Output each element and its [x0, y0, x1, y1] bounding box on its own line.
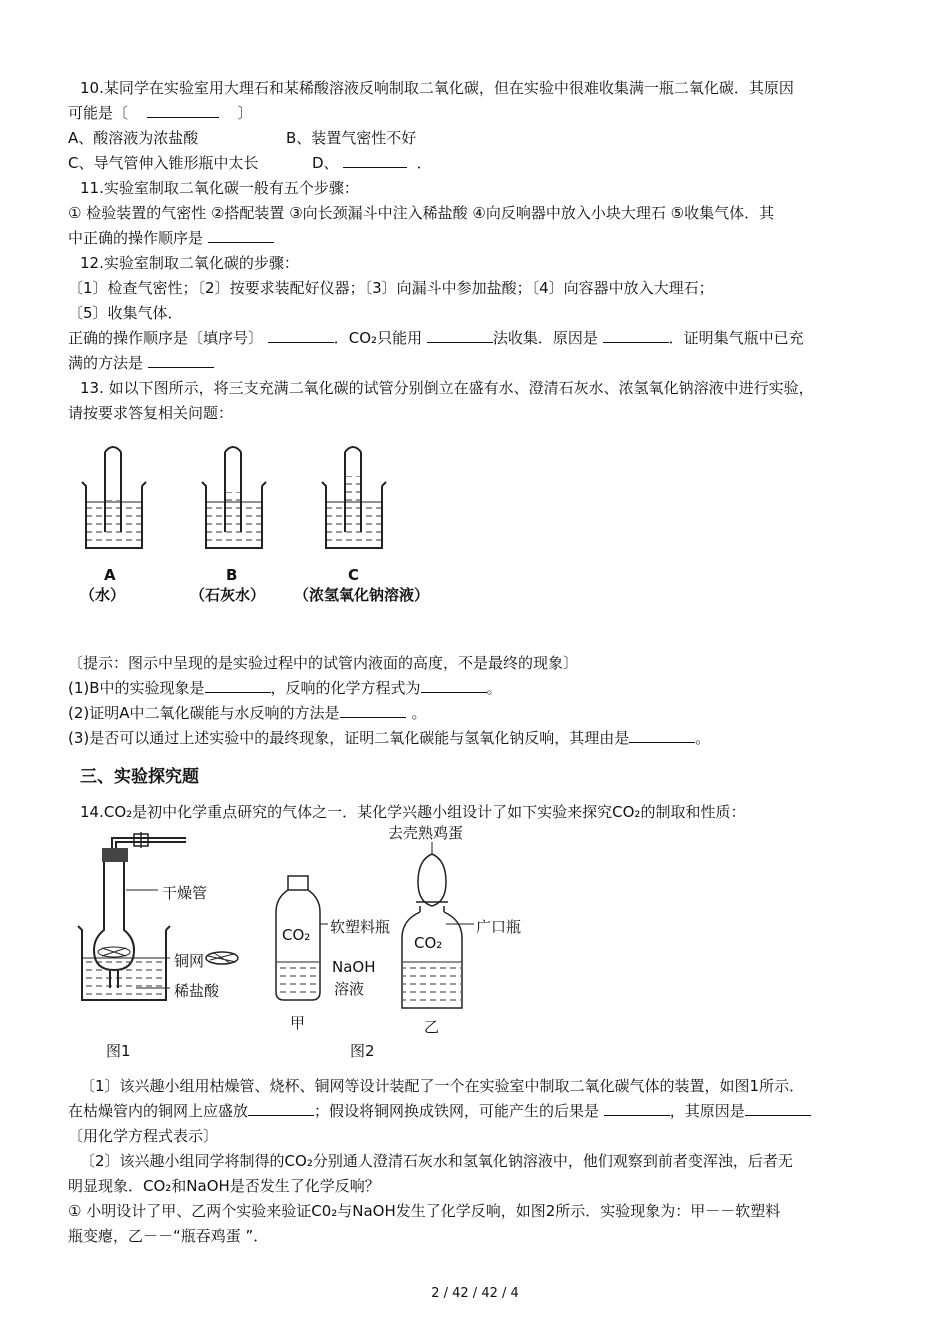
answer-blank	[208, 228, 274, 243]
answer-blank	[421, 678, 487, 693]
q13-beaker-figure	[76, 440, 476, 610]
q13-hint: 〔提示：图示中呈现的是实验过程中的试管内液面的高度，不是最终的现象〕	[68, 654, 579, 672]
q14-p2-line3: ① 小明设计了甲、乙两个实验来验证C0₂与NaOH发生了化学反响，如图2所示．实验现象为：甲－－软塑料	[68, 1202, 781, 1220]
q13-sub2: (2)证明A中二氧化碳能与水反响的方法是 。	[68, 704, 427, 722]
q10-options-cd	[68, 151, 898, 175]
q11-line1: 11.实验室制取二氧化碳一般有五个步骤：	[80, 179, 359, 197]
q10-option-b: B、装置气密性不好	[286, 129, 417, 147]
q10-line2: 可能是〔 〕	[68, 104, 253, 122]
answer-blank	[248, 1101, 314, 1116]
label-egg: 去壳熟鸡蛋	[388, 824, 464, 842]
answer-blank	[427, 328, 493, 343]
beaker-b	[202, 447, 266, 548]
beaker-c-letter: C	[348, 566, 360, 584]
label-yi: 乙	[424, 1018, 440, 1036]
q14-line1: 14.CO₂是初中化学重点研究的气体之一．某化学兴趣小组设计了如下实验来探究CO₂的制取和性质：	[80, 803, 746, 821]
q10-options-ab	[68, 126, 898, 150]
q14-p1-line2: 在枯燥管内的铜网上应盛放 ；假设将铜网换成铁网，可能产生的后果是 ，其原因是	[68, 1099, 898, 1123]
q11-line3: 中正确的操作顺序是	[68, 226, 898, 250]
figure-1-caption: 图1	[106, 1042, 131, 1060]
beaker-a	[82, 447, 146, 548]
q14-p2-line4: 瓶变瘪，乙－－“瓶吞鸡蛋 ”．	[68, 1227, 269, 1245]
label-wide-bottle: 广口瓶	[476, 918, 522, 936]
q14-p1-line3: 〔用化学方程式表示〕	[68, 1127, 219, 1145]
answer-blank	[604, 1101, 670, 1116]
answer-blank	[745, 1101, 811, 1116]
q14-p2-line1: 〔2〕该兴趣小组同学将制得的CO₂分别通人澄清石灰水和氢氧化钠溶液中，他们观察到前者变浑浊，后者无	[80, 1152, 793, 1170]
q14-p1-line1: 〔1〕该兴趣小组用枯燥管、烧杯、铜网等设计装配了一个在实验室中制取二氧化碳气体的装置，如图1所示．	[80, 1077, 805, 1095]
label-dry-tube: 干燥管	[162, 884, 208, 902]
beaker-c	[322, 447, 386, 548]
q12-line3: 〔5〕收集气体．	[68, 304, 183, 322]
beaker-a-label: （水）	[80, 586, 126, 604]
q10-option-d: D、 ．	[312, 154, 432, 172]
beaker-a-letter: A	[104, 566, 116, 584]
beaker-diagram	[76, 440, 476, 570]
q13-sub3: (3)是否可以通过上述实验中的最终现象，证明二氧化碳能与氢氧化钠反响，其理由是 。	[68, 729, 711, 747]
q12-line4: 正确的操作顺序是〔填序号〕 ．CO₂只能用 法收集．原因是 ．证明集气瓶中已充	[68, 329, 804, 347]
answer-blank	[629, 728, 695, 743]
beaker-b-label: （石灰水）	[190, 586, 266, 604]
section-title: 三、实验探究题	[80, 767, 199, 787]
co2-generator-diagram	[76, 830, 256, 1030]
beaker-c-label: （浓氢氧化钠溶液）	[294, 586, 430, 604]
label-copper-mesh: 铜网	[174, 952, 205, 970]
co2-naoh-diagram	[270, 820, 570, 1020]
answer-blank	[340, 703, 406, 718]
q10-option-a: A、酸溶液为浓盐酸	[68, 129, 199, 147]
answer-blank	[343, 153, 407, 168]
q12-line1: 12.实验室制取二氧化碳的步骤：	[80, 254, 299, 272]
answer-blank	[205, 678, 271, 693]
figure-1	[76, 830, 256, 1065]
figure-2	[270, 820, 570, 1065]
q11-line2: ① 检验装置的气密性 ②搭配装置 ③向长颈漏斗中注入稀盐酸 ④向反响器中放入小块大理石 ⑤收集气体．其	[68, 204, 775, 222]
answer-blank	[603, 328, 669, 343]
beaker-b-letter: B	[226, 566, 238, 584]
answer-blank	[268, 328, 334, 343]
q14-p2-line2: 明显现象．CO₂和NaOH是否发生了化学反响？	[68, 1177, 380, 1195]
q13-sub1: (1)B中的实验现象是 ，反响的化学方程式为 。	[68, 679, 502, 697]
q10-line1: 10.某同学在实验室用大理石和某稀酸溶液反响制取二氧化碳，但在实验中很难收集满一瓶二氧化碳．其原因	[80, 79, 794, 97]
q12-line5: 满的方法是	[68, 351, 898, 375]
label-solution: 溶液	[334, 980, 365, 998]
page-number: 2 / 42 / 42 / 4	[431, 1286, 519, 1301]
label-co2-a: CO₂	[282, 926, 311, 944]
figure-2-caption: 图2	[350, 1042, 375, 1060]
label-naoh: NaOH	[332, 958, 376, 976]
answer-blank	[148, 353, 214, 368]
q13-line1: 13. 如以下图所示，将三支充满二氧化碳的试管分别倒立在盛有水、澄清石灰水、浓氢氧化钠溶液中进行实验，	[80, 379, 814, 397]
bottle-yi	[402, 842, 474, 1008]
label-dilute-hcl: 稀盐酸	[174, 982, 220, 1000]
label-co2-b: CO₂	[414, 934, 443, 952]
q13-line2: 请按要求答复相关问题：	[68, 404, 234, 422]
q12-line2: 〔1〕检查气密性；〔2〕按要求装配好仪器；〔3〕向漏斗中参加盐酸；〔4〕向容器中放入大理石；	[68, 279, 714, 297]
label-soft-bottle: 软塑料瓶	[330, 918, 391, 936]
label-jia: 甲	[290, 1014, 306, 1032]
answer-blank	[147, 103, 219, 118]
q10-option-c: C、导气管伸入锥形瓶中太长	[68, 154, 259, 172]
